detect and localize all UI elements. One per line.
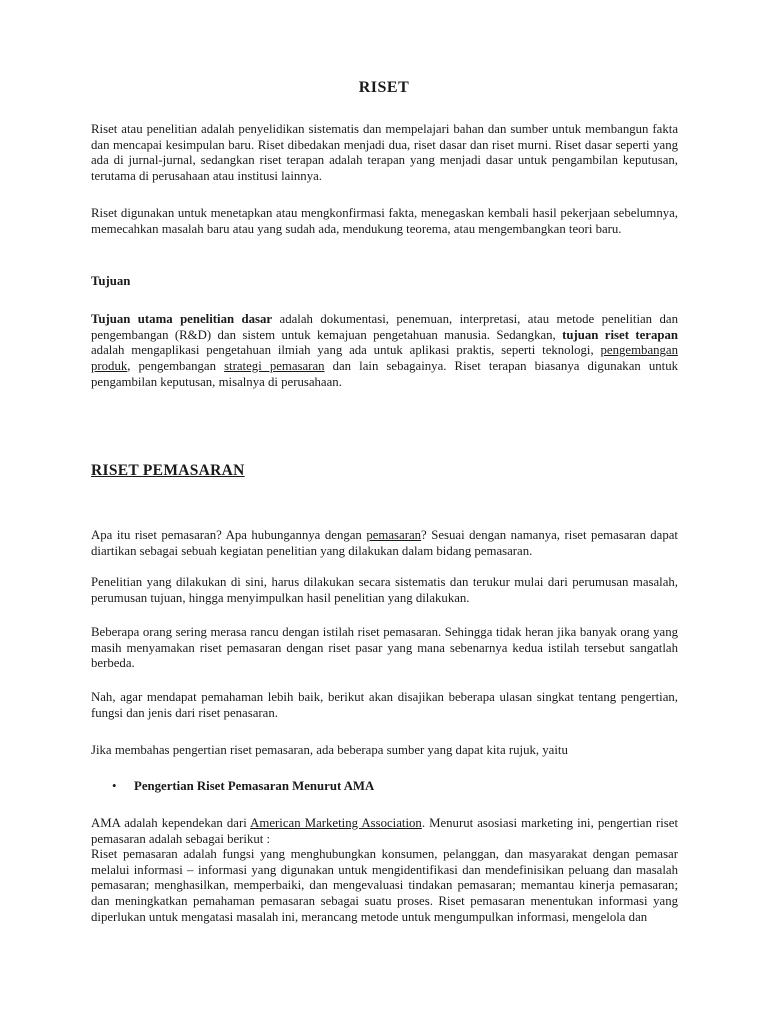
link-american-marketing-association[interactable]: American Marketing Association bbox=[250, 816, 422, 830]
riset-pemasaran-paragraph-2: Penelitian yang dilakukan di sini, harus dilakukan secara sistematis dan terukur mulai dari perumusan masalah, perumusan tujuan, hingga menyimpulkan hasil penelitian yang dilakukan. bbox=[91, 575, 678, 605]
rp1-text-2: ? Sesuai dengan namanya, riset pemasaran dapat diartikan sebagai sebuah kegiatan penelitian yang dilakukan dalam bidang pemasaran. bbox=[91, 528, 678, 558]
link-strategi-pemasaran[interactable]: strategi pemasaran bbox=[224, 359, 325, 374]
ama-paragraph-1 bbox=[91, 816, 678, 847]
intro-paragraph-2: Riset digunakan untuk menetapkan atau mengkonfirmasi fakta, menegaskan kembali hasil pekerjaan sebelumnya, memecahkan masalah baru atau yang sudah ada, mendukung teorema, atau mengembangkan teori baru. bbox=[91, 206, 678, 236]
tujuan-text-1: adalah dokumentasi, penemuan, interpretasi, atau metode penelitian dan pengembangan (R&D) dan sistem untuk kemajuan pengetahuan manusia. Sedangkan, bbox=[91, 312, 678, 342]
tujuan-terapan-bold: tujuan riset terapan bbox=[562, 327, 678, 342]
riset-pemasaran-paragraph-5: Jika membahas pengertian riset pemasaran, ada beberapa sumber yang dapat kita rujuk, yaitu bbox=[91, 743, 568, 757]
section-title-riset-pemasaran: RISET PEMASARAN bbox=[91, 462, 245, 479]
riset-pemasaran-paragraph-3: Beberapa orang sering merasa rancu dengan istilah riset pemasaran. Sehingga tidak heran jika banyak orang yang masih menyamakan riset pemasaran dengan riset pasar yang mana sebenarnya kedua istilah tersebut sangatlah berbeda. bbox=[91, 625, 678, 671]
riset-pemasaran-paragraph-1 bbox=[91, 528, 678, 559]
document-title: RISET bbox=[358, 79, 410, 96]
rp1-text-1: Apa itu riset pemasaran? Apa hubungannya dengan bbox=[91, 528, 367, 542]
tujuan-text-2: adalah mengaplikasi pengetahuan ilmiah yang ada untuk aplikasi praktis, seperti teknologi, bbox=[91, 343, 601, 358]
tujuan-text-4: dan lain sebagainya. Riset terapan biasanya digunakan untuk pengambilan keputusan, misalnya di perusahaan. bbox=[91, 359, 679, 389]
ama-paragraph-2: Riset pemasaran adalah fungsi yang menghubungkan konsumen, pelanggan, dan masyarakat dengan pemasar melalui informasi – informasi yang digunakan untuk mengidentifikasi dan mendefinisikan peluang dan masalah pemasaran; menghasilkan, memperbaiki, dan mengevaluasi tindakan pemasaran; memantau kinerja pemasaran; dan meningkatkan pemahaman pemasaran sebagai suatu proses. Riset pemasaran menentukan informasi yang diperlukan untuk mengatasi masalah ini, merancang metode untuk mengumpulkan informasi, mengelola dan bbox=[91, 847, 678, 924]
intro-paragraph-1: Riset atau penelitian adalah penyelidikan sistematis dan mempelajari bahan dan sumber untuk membangun fakta dan mencapai kesimpulan baru. Riset dibedakan menjadi dua, riset dasar dan riset murni. Riset dasar seperti yang ada di jurnal-jurnal, sedangkan riset terapan adalah terapan yang menjadi dasar untuk pengambilan keputusan, terutama di perusahaan atau institusi lainnya. bbox=[91, 122, 678, 184]
ama-text-2: . Menurut asosiasi marketing ini, pengertian riset pemasaran adalah sebagai berikut : bbox=[91, 816, 678, 846]
riset-pemasaran-paragraph-4: Nah, agar mendapat pemahaman lebih baik, berikut akan disajikan beberapa ulasan singkat tentang pengertian, fungsi dan jenis dari riset penasaran. bbox=[91, 690, 678, 720]
tujuan-text-3: , pengembangan bbox=[127, 359, 225, 374]
link-pemasaran[interactable]: pemasaran bbox=[366, 528, 422, 542]
ama-text-1: AMA adalah kependekan dari bbox=[91, 816, 251, 830]
bullet-label: Pengertian Riset Pemasaran Menurut AMA bbox=[134, 779, 375, 793]
bullet-icon: • bbox=[112, 779, 117, 793]
link-pengembangan-produk[interactable]: pengembangan produk bbox=[91, 343, 678, 374]
tujuan-dasar-bold: Tujuan utama penelitian dasar bbox=[91, 312, 273, 326]
bullet-item-ama bbox=[112, 779, 374, 794]
tujuan-paragraph bbox=[91, 312, 678, 391]
tujuan-heading: Tujuan bbox=[91, 274, 131, 288]
